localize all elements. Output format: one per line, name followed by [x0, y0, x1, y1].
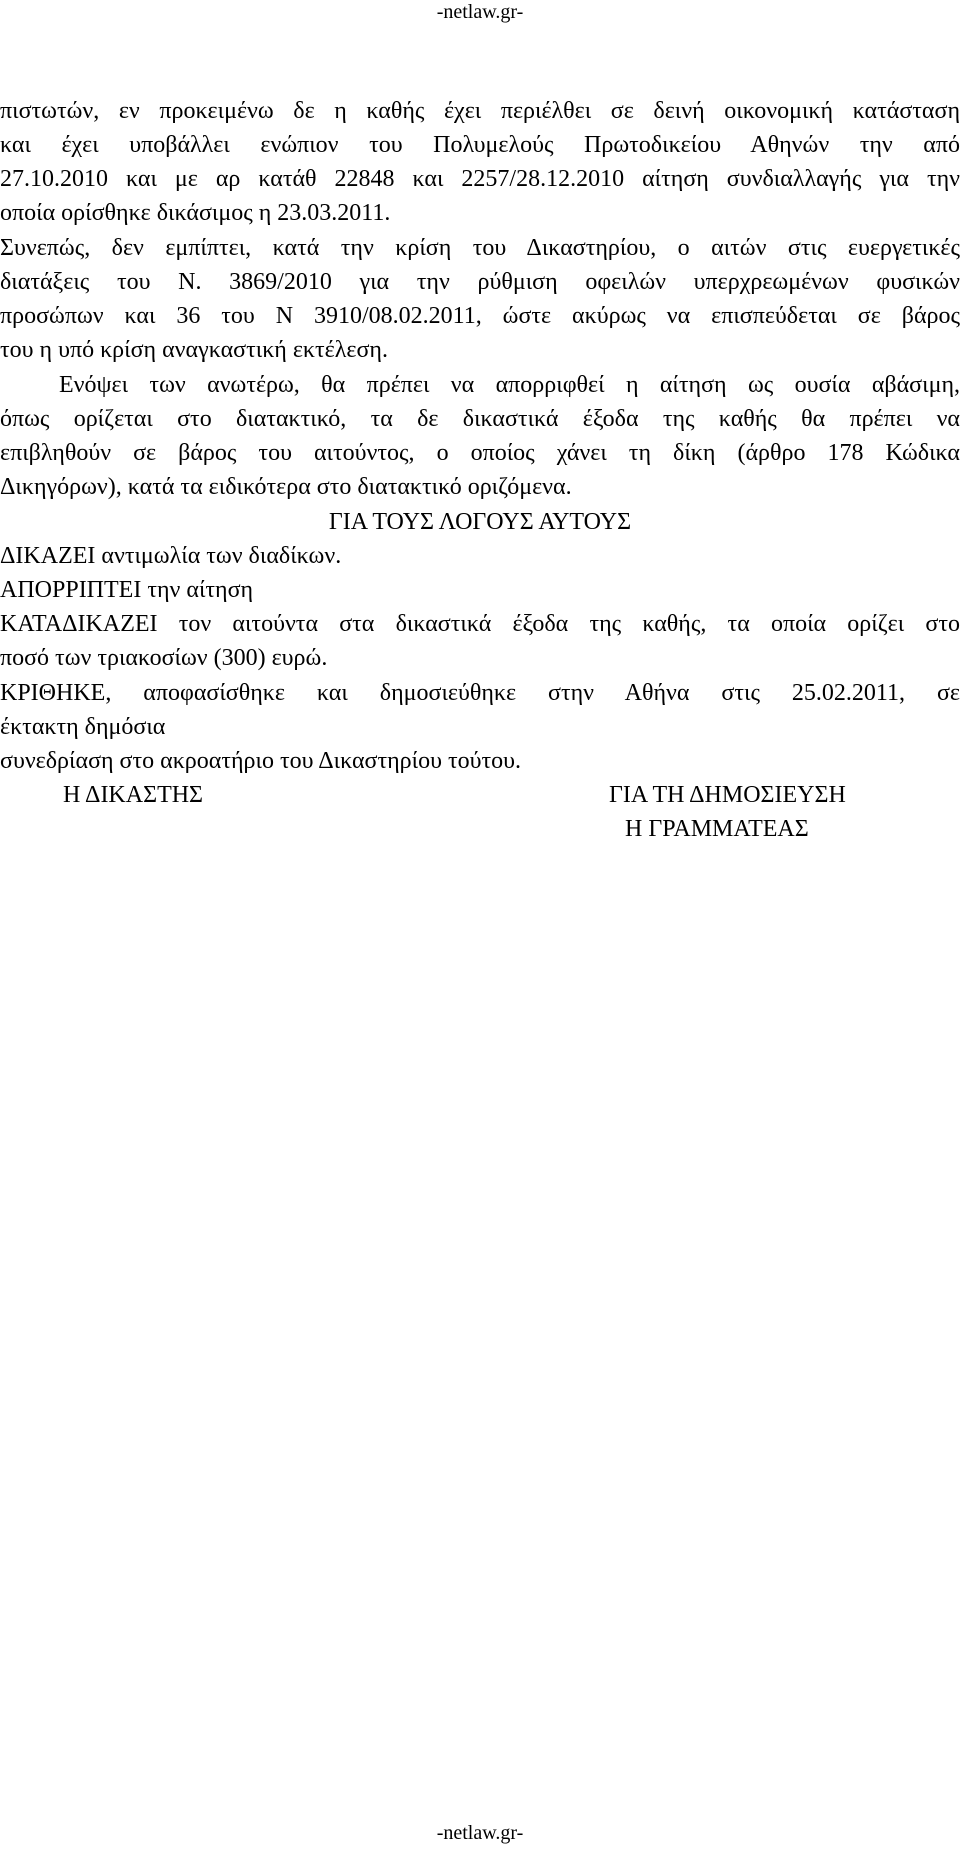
- verdict-line: ΑΠΟΡΡΙΠΤΕΙ την αίτηση: [0, 577, 254, 603]
- text-line: Δικηγόρων), κατά τα ειδικότερα στο διατακτικό οριζόμενα.: [0, 474, 572, 500]
- text-line: και έχει υποβάλλει ενώπιον του Πολυμελούς Πρωτοδικείου Αθηνών την από: [0, 132, 960, 158]
- text-line: επιβληθούν σε βάρος του αιτούντος, ο οποίος χάνει τη δίκη (άρθρο 178 Κώδικα: [0, 440, 960, 466]
- signature-judge: Η ΔΙΚΑΣΤΗΣ: [63, 782, 204, 808]
- signature-publication: ΓΙΑ ΤΗ ΔΗΜΟΣΙΕΥΣΗ: [609, 782, 846, 808]
- verdict-line: ποσό των τριακοσίων (300) ευρώ.: [0, 645, 328, 671]
- verdict-line: ΔΙΚΑΖΕΙ αντιμωλία των διαδίκων.: [0, 543, 342, 569]
- text-line: όπως ορίζεται στο διατακτικό, τα δε δικαστικά έξοδα της καθής θα πρέπει να: [0, 406, 960, 432]
- text-line: 27.10.2010 και με αρ κατάθ 22848 και 2257/28.12.2010 αίτηση συνδιαλλαγής για την: [0, 166, 960, 192]
- section-heading: ΓΙΑ ΤΟΥΣ ΛΟΓΟΥΣ ΑΥΤΟΥΣ: [328, 509, 632, 535]
- text-line: οποία ορίσθηκε δικάσιμος η 23.03.2011.: [0, 200, 391, 226]
- text-line-indented: Ενόψει των ανωτέρω, θα πρέπει να απορριφθεί η αίτηση ως ουσία αβάσιμη,: [59, 372, 960, 398]
- text-line: προσώπων και 36 του Ν 3910/08.02.2011, ώστε ακύρως να επισπεύδεται σε βάρος: [0, 303, 960, 329]
- page-footer: -netlaw.gr-: [436, 1822, 524, 1844]
- text-line: διατάξεις του Ν. 3869/2010 για την ρύθμιση οφειλών υπερχρεωμένων φυσικών: [0, 269, 960, 295]
- verdict-line: έκτακτη δημόσια: [0, 714, 166, 740]
- verdict-line: συνεδρίαση στο ακροατήριο του Δικαστηρίου τούτου.: [0, 748, 522, 774]
- page-header: -netlaw.gr-: [436, 1, 524, 23]
- text-line: Συνεπώς, δεν εμπίπτει, κατά την κρίση του Δικαστηρίου, ο αιτών στις ευεργετικές: [0, 235, 960, 261]
- verdict-line: ΚΡΙΘΗΚΕ, αποφασίσθηκε και δημοσιεύθηκε στην Αθήνα στις 25.02.2011, σε: [0, 680, 960, 706]
- text-line: πιστωτών, εν προκειμένω δε η καθής έχει περιέλθει σε δεινή οικονομική κατάσταση: [0, 98, 960, 124]
- signature-secretary: Η ΓΡΑΜΜΑΤΕΑΣ: [625, 816, 809, 842]
- text-line: του η υπό κρίση αναγκαστική εκτέλεση.: [0, 337, 388, 363]
- verdict-line: ΚΑΤΑΔΙΚΑΖΕΙ τον αιτούντα στα δικαστικά έξοδα της καθής, τα οποία ορίζει στο: [0, 611, 960, 637]
